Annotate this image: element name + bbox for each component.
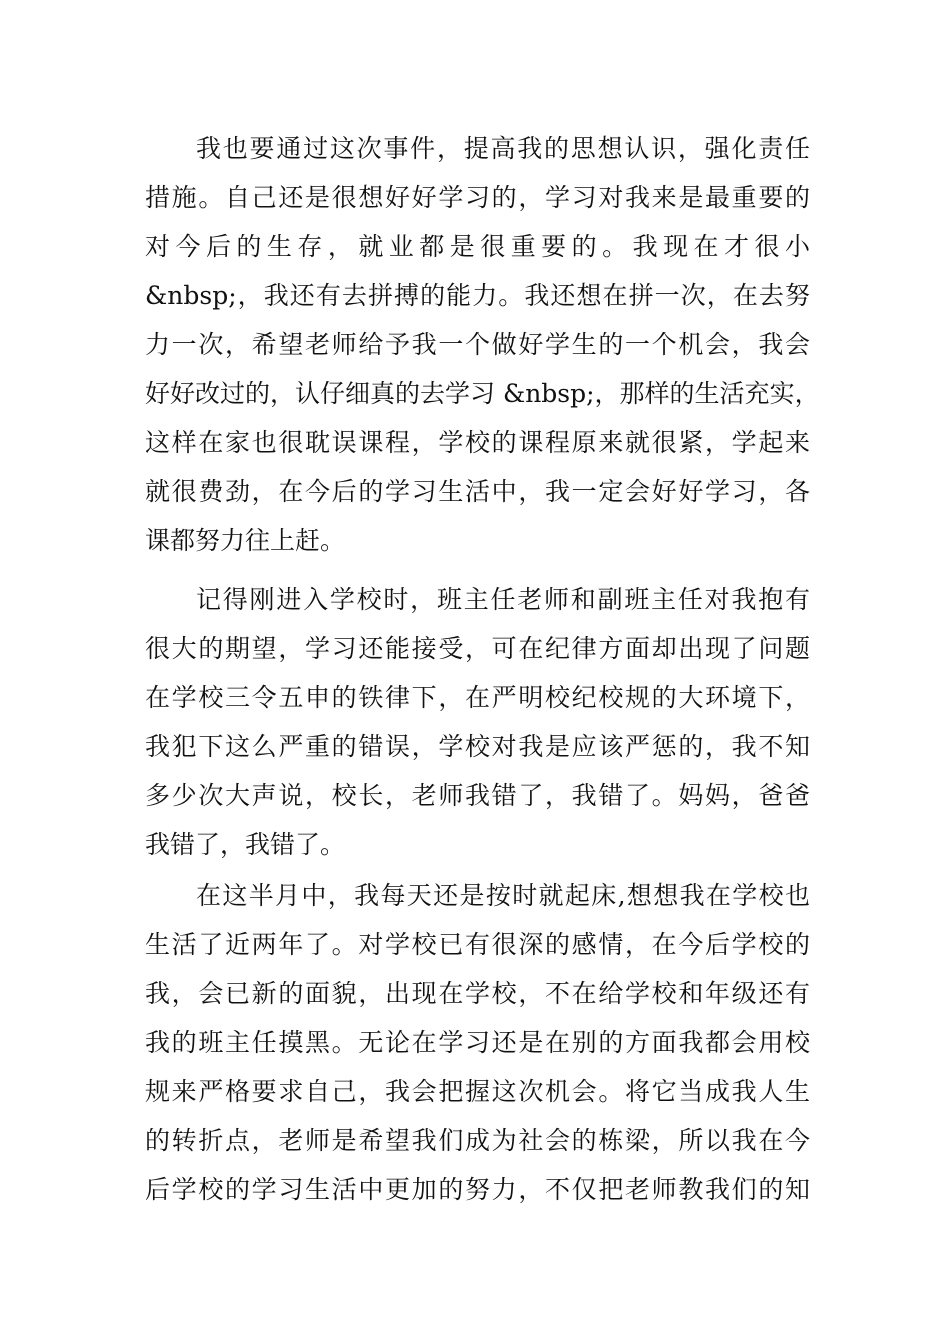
paragraph-1-line-6: 好好改过的，认仔细真的去学习 &nbsp;，那样的生活充实， [145, 379, 820, 408]
paragraph-2-line-2: 很大的期望，学习还能接受，可在纪律方面却出现了问题 [145, 634, 810, 663]
paragraph-1-line-4: &nbsp;，我还有去拼搏的能力。我还想在拼一次，在去努 [145, 281, 810, 310]
paragraph-1-line-8: 就很费劲，在今后的学习生活中，我一定会好好学习，各 [145, 477, 810, 506]
paragraph-2-line-3: 在学校三令五申的铁律下，在严明校纪校规的大环境下， [145, 683, 810, 712]
paragraph-2-line-4: 我犯下这么严重的错误，学校对我是应该严惩的，我不知 [145, 732, 810, 761]
paragraph-2-line-5: 多少次大声说，校长，老师我错了，我错了。妈妈，爸爸 [145, 781, 810, 810]
paragraph-1-line-2: 措施。自己还是很想好好学习的，学习对我来是最重要的 [145, 183, 810, 212]
paragraph-3-line-7: 后学校的学习生活中更加的努力，不仅把老师教我们的知 [145, 1175, 810, 1204]
paragraph-3-line-2: 生活了近两年了。对学校已有很深的感情，在今后学校的 [145, 930, 810, 959]
paragraph-1-line-3: 对今后的生存，就业都是很重要的。我现在才很小 [145, 232, 810, 261]
paragraph-3-line-5: 规来严格要求自己，我会把握这次机会。将它当成我人生 [145, 1077, 810, 1106]
paragraph-3-line-3: 我，会已新的面貌，出现在学校，不在给学校和年级还有 [145, 979, 810, 1008]
paragraph-1-line-7: 这样在家也很耽误课程，学校的课程原来就很紧，学起来 [145, 428, 810, 457]
paragraph-1-line-1: 我也要通过这次事件，提高我的思想认识，强化责任 [196, 134, 810, 163]
paragraph-2-line-6: 我错了，我错了。 [145, 830, 346, 859]
paragraph-3-line-6: 的转折点，老师是希望我们成为社会的栋梁，所以我在今 [145, 1126, 810, 1155]
paragraph-1-line-5: 力一次，希望老师给予我一个做好学生的一个机会，我会 [145, 330, 810, 359]
paragraph-3-line-1: 在这半月中，我每天还是按时就起床,想想我在学校也 [196, 881, 810, 910]
paragraph-1-line-9: 课都努力往上赶。 [145, 526, 346, 555]
paragraph-2-line-1: 记得刚进入学校时，班主任老师和副班主任对我抱有 [196, 585, 810, 614]
paragraph-3-line-4: 我的班主任摸黑。无论在学习还是在别的方面我都会用校 [145, 1028, 810, 1057]
